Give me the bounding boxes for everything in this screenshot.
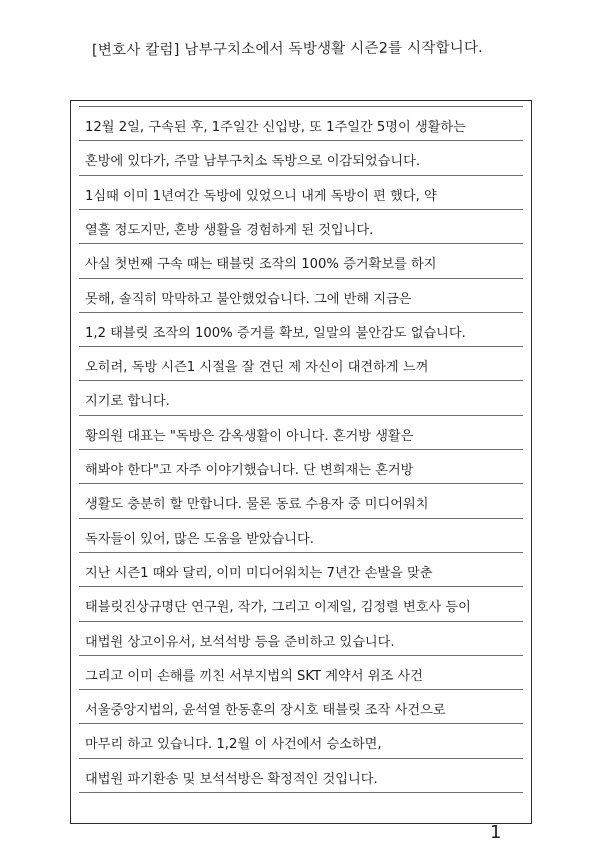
handwritten-line: 생활도 충분히 할 만합니다. 물론 동료 수용자 중 미디어워치 (85, 497, 429, 513)
ruled-line (79, 175, 523, 176)
column-title: [변호사 칼럼] 남부구치소에서 독방생활 시즌2를 시작합니다. (91, 39, 484, 59)
ruled-line (79, 586, 523, 587)
handwritten-line: 대법원 상고이유서, 보석석방 등을 준비하고 있습니다. (85, 634, 395, 650)
ruled-line (79, 552, 523, 553)
handwritten-line: 마무리 하고 있습니다. 1,2월 이 사건에서 승소하면, (85, 737, 382, 753)
ruled-line (79, 758, 523, 759)
handwritten-line: 1심때 이미 1년여간 독방에 있었으니 내게 독방이 편 했다, 약 (85, 188, 437, 204)
ruled-line (79, 243, 523, 244)
ruled-line (79, 483, 523, 484)
handwritten-line: 1,2 태블릿 조작의 100% 증거를 확보, 일말의 불안감도 없습니다. (85, 325, 466, 341)
ruled-line (79, 278, 523, 279)
ruled-line (79, 723, 523, 724)
handwritten-line: 황의원 대표는 "독방은 감옥생활이 아니다. 혼거방 생활은 (85, 428, 414, 444)
handwritten-line: 그리고 이미 손해를 끼친 서부지법의 SKT 계약서 위조 사건 (85, 668, 423, 684)
handwritten-line: 태블릿진상규명단 연구원, 작가, 그리고 이제일, 김정렬 변호사 등이 (85, 600, 471, 616)
handwritten-line: 열흘 정도지만, 혼방 생활을 경험하게 된 것입니다. (85, 222, 374, 238)
handwritten-line: 사실 첫번째 구속 때는 태블릿 조작의 100% 증거확보를 하지 (85, 257, 437, 273)
ruled-line (79, 209, 523, 210)
ruled-line (79, 621, 523, 622)
page-number: 1 (490, 822, 502, 843)
handwritten-line: 서울중앙지법의, 윤석열 한동훈의 장시호 태블릿 조작 사건으로 (85, 703, 446, 719)
ruled-line (79, 449, 523, 450)
ruled-line (79, 380, 523, 381)
ruled-line (79, 518, 523, 519)
handwritten-line: 못해, 솔직히 막막하고 불안했었습니다. 그에 반해 지금은 (85, 291, 412, 307)
ruled-line (79, 415, 523, 416)
handwritten-line: 오히려, 독방 시즌1 시절을 잘 견딘 제 자신이 대견하게 느껴 (85, 360, 429, 376)
handwritten-line: 지기로 합니다. (85, 394, 170, 410)
handwritten-line: 지난 시즌1 때와 달리, 이미 미디어워치는 7년간 손발을 맞춘 (85, 565, 433, 581)
lined-paper (70, 100, 532, 824)
ruled-line (79, 312, 523, 313)
handwritten-line: 12월 2일, 구속된 후, 1주일간 신입방, 또 1주일간 5명이 생활하는 (85, 120, 466, 135)
ruled-line (79, 655, 523, 656)
ruled-line (79, 346, 523, 347)
ruled-line (79, 106, 523, 107)
ruled-line (79, 792, 523, 793)
handwritten-line: 독자들이 있어, 많은 도움을 받았습니다. (85, 531, 314, 547)
handwritten-line: 대법원 파기환송 및 보석석방은 확정적인 것입니다. (85, 771, 378, 787)
ruled-line (79, 140, 523, 141)
handwritten-line: 혼방에 있다가, 주말 남부구치소 독방으로 이감되었습니다. (85, 154, 421, 170)
handwritten-line: 해봐야 한다"고 자주 이야기했습니다. 단 변희재는 혼거방 (85, 463, 414, 478)
ruled-line (79, 689, 523, 690)
